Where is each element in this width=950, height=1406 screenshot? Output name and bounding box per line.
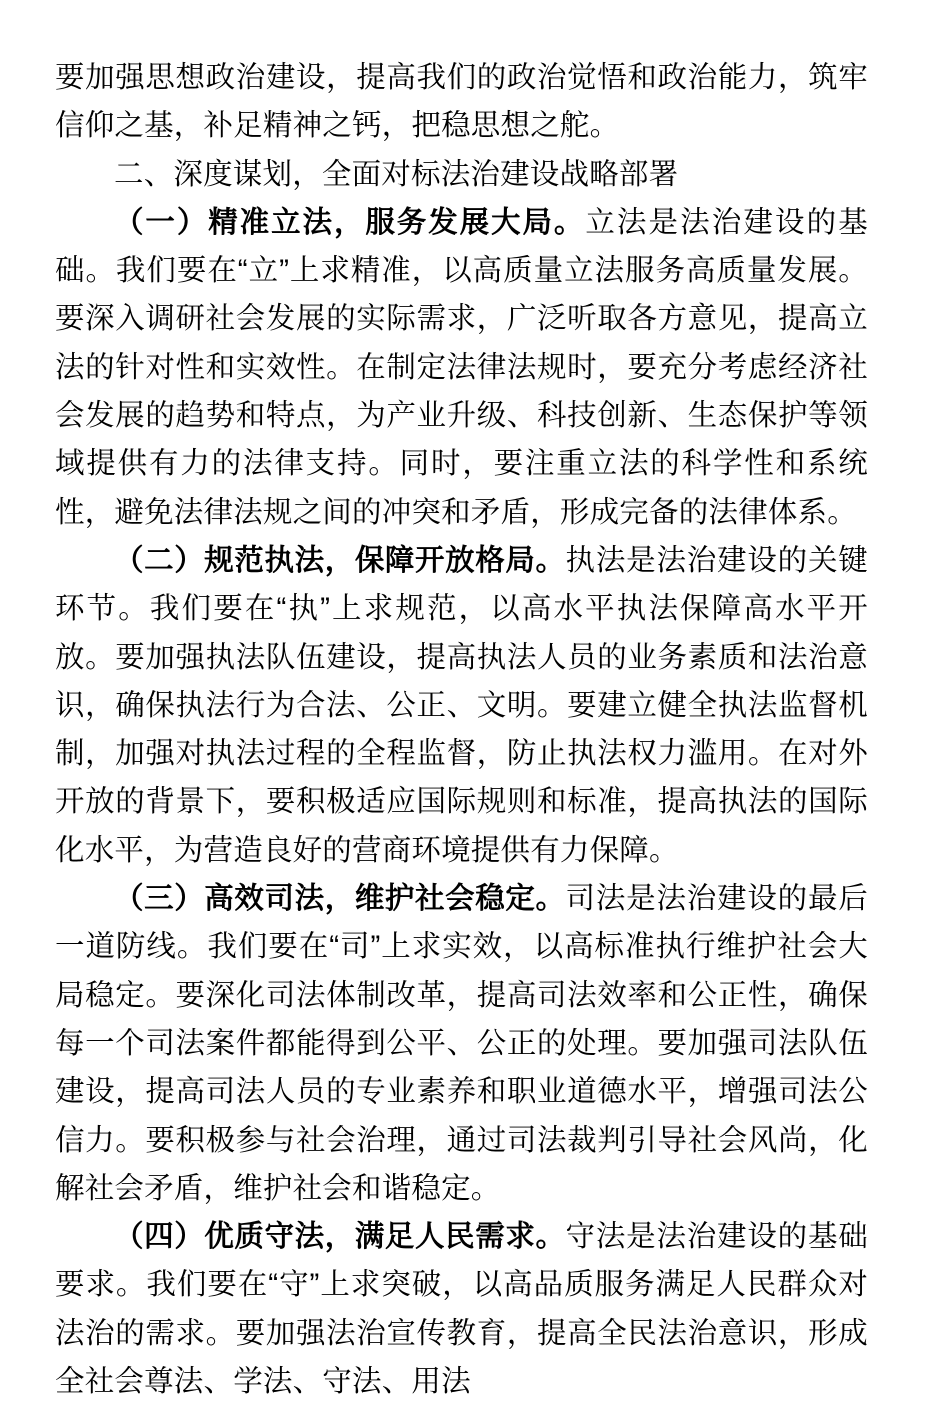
paragraph-sub-two-text: 执法是法治建设的关键环节。我们要在“执”上求规范，以高水平执法保障高水平开放。要加强执法队伍建设，提高执法人员的业务素质和法治意识，确保执法行为合法、公正、文明。要建立健全执法监督机制，加强对执法过程的全程监督，防止执法权力滥用。在对外开放的背景下，要积极适应国际规则和标准，提高执法的国际化水平，为营造良好的营商环境提供有力保障。 bbox=[55, 543, 868, 867]
paragraph-sub-three bbox=[55, 875, 868, 1213]
paragraph-sub-three-text: 司法是法治建设的最后一道防线。我们要在“司”上求实效，以高标准执行维护社会大局稳定。要深化司法体制改革，提高司法效率和公正性，确保每一个司法案件都能得到公平、公正的处理。要加强司法队伍建设，提高司法人员的专业素养和职业道德水平，增强司法公信力。要积极参与社会治理，通过司法裁判引导社会风尚，化解社会矛盾，维护社会和谐稳定。 bbox=[55, 882, 868, 1205]
paragraph-sub-four-lead: （四）优质守法，满足人民需求。 bbox=[114, 1220, 566, 1254]
document-body bbox=[55, 54, 868, 1406]
paragraph-sub-two-lead: （二）规范执法，保障开放格局。 bbox=[114, 543, 566, 577]
paragraph-sub-two bbox=[55, 537, 868, 875]
heading-section-two bbox=[55, 151, 868, 199]
paragraph-sub-four-text: 守法是法治建设的基础要求。我们要在“守”上求突破，以高品质服务满足人民群众对法治的需求。要加强法治宣传教育，提高全民法治意识，形成全社会尊法、学法、守法、用法 bbox=[55, 1220, 868, 1399]
paragraph-sub-one-lead: （一）精准立法，服务发展大局。 bbox=[114, 205, 586, 239]
paragraph-sub-one bbox=[55, 199, 868, 537]
paragraph-sub-three-lead: （三）高效司法，维护社会稳定。 bbox=[114, 882, 566, 916]
paragraph-sub-one-text: 立法是法治建设的基础。我们要在“立”上求精准，以高质量立法服务高质量发展。要深入调研社会发展的实际需求，广泛听取各方意见，提高立法的针对性和实效性。在制定法律法规时，要充分考虑经济社会发展的趋势和特点，为产业升级、科技创新、生态保护等领域提供有力的法律支持。同时，要注重立法的科学性和系统性，避免法律法规之间的冲突和矛盾，形成完备的法律体系。 bbox=[55, 205, 868, 529]
heading-text: 二、深度谋划，全面对标法治建设战略部署 bbox=[114, 157, 679, 191]
paragraph-text: 要加强思想政治建设，提高我们的政治觉悟和政治能力，筑牢信仰之基，补足精神之钙，把稳思想之舵。 bbox=[55, 61, 868, 143]
paragraph-sub-four bbox=[55, 1213, 868, 1406]
paragraph-continuation bbox=[55, 54, 868, 151]
